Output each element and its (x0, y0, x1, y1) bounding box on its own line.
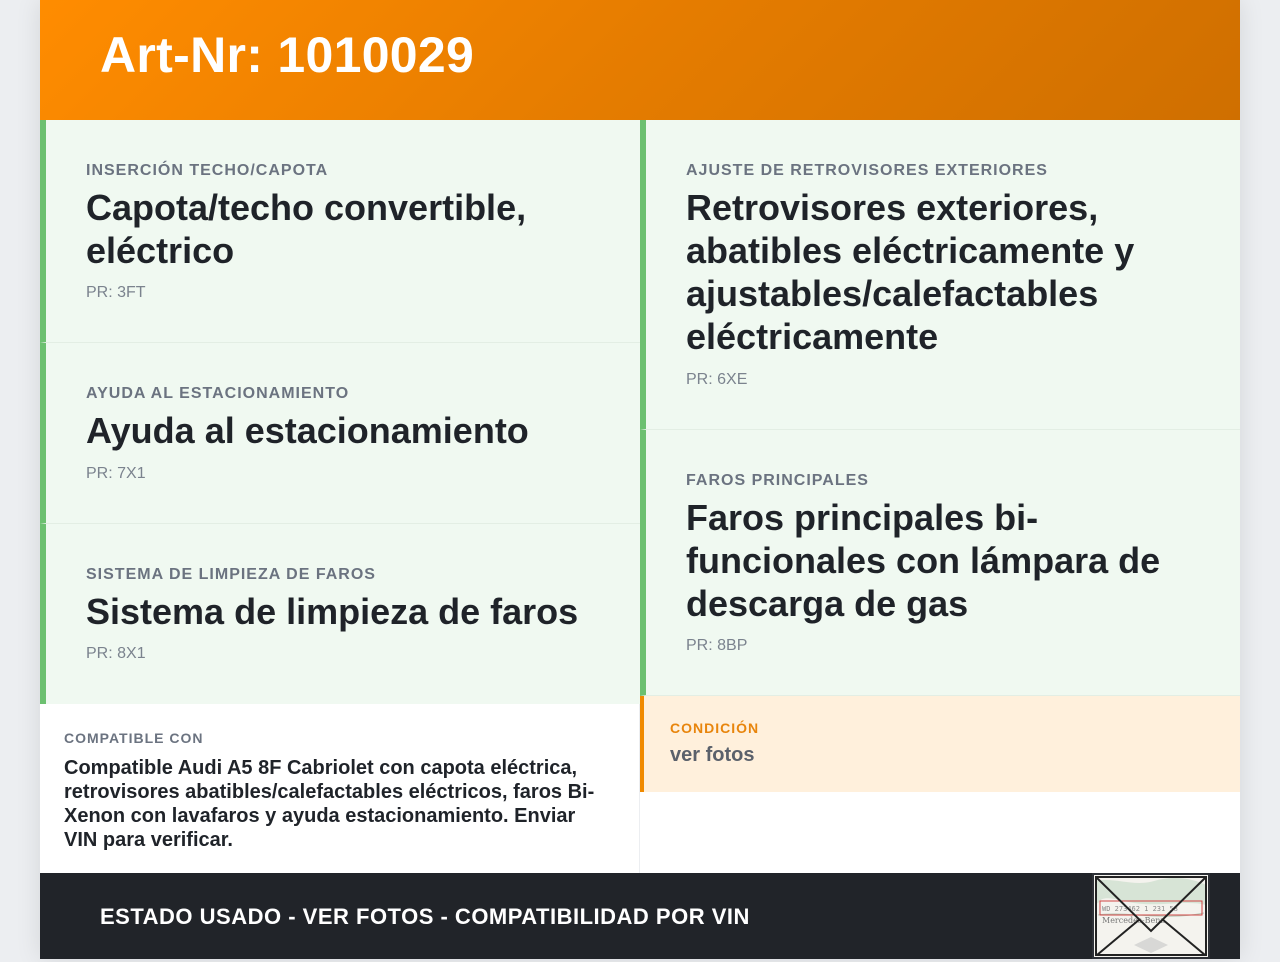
feature-title: Capota/techo convertible, eléctrico (86, 187, 527, 271)
condition-section (640, 696, 1240, 792)
footer-bar (40, 873, 1240, 959)
feature-title: Ayuda al estacionamiento (86, 410, 529, 451)
feature-title: Sistema de limpieza de faros (86, 591, 579, 632)
feature-title: Retrovisores exteriores, abatibles eléctricamente y ajustables/calefactables eléctricamente (686, 187, 1135, 357)
envelope-photo-thumbnail[interactable] (1092, 873, 1210, 959)
condition-value: ver fotos (670, 744, 755, 766)
feature-pr-code: PR: 3FT (86, 284, 146, 301)
feature-card-parking (40, 343, 640, 524)
compatibility-section (40, 704, 640, 873)
feature-category: SISTEMA DE LIMPIEZA DE FAROS (86, 566, 376, 583)
feature-pr-code: PR: 6XE (686, 371, 748, 388)
feature-card-roof (40, 120, 640, 343)
product-sheet (40, 0, 1240, 959)
feature-category: FAROS PRINCIPALES (686, 472, 869, 489)
feature-category: AJUSTE DE RETROVISORES EXTERIORES (686, 162, 1048, 179)
feature-pr-code: PR: 8X1 (86, 645, 146, 662)
condition-label: CONDICIÓN (670, 720, 760, 736)
feature-card-headlight-cleaning (40, 524, 640, 705)
compatibility-text: Compatible Audi A5 8F Cabriolet con capota eléctrica, retrovisores abatibles/calefactables eléctricos, faros Bi-Xenon con lavafaros y ayuda estacionamiento. Enviar VIN para verificar. (64, 757, 595, 851)
feature-card-headlights (640, 430, 1240, 696)
feature-pr-code: PR: 8BP (686, 637, 748, 654)
article-number-title: Art-Nr: 1010029 (100, 27, 475, 83)
feature-category: INSERCIÓN TECHO/CAPOTA (86, 162, 329, 179)
feature-card-mirrors (640, 120, 1240, 430)
header-banner (40, 0, 1240, 120)
feature-title: Faros principales bi-funcionales con lámpara de descarga de gas (686, 497, 1161, 624)
compatibility-label: COMPATIBLE CON (64, 730, 204, 746)
footer-status-text: ESTADO USADO - VER FOTOS - COMPATIBILIDAD POR VIN (100, 904, 750, 929)
envelope-icon (1094, 875, 1208, 957)
svg-text:WD 273462 1 231 58: WD 273462 1 231 58 (1102, 905, 1178, 913)
feature-pr-code: PR: 7X1 (86, 465, 146, 482)
feature-category: AYUDA AL ESTACIONAMIENTO (86, 385, 350, 402)
svg-text:Mercedes-Benz: Mercedes-Benz (1102, 916, 1165, 925)
